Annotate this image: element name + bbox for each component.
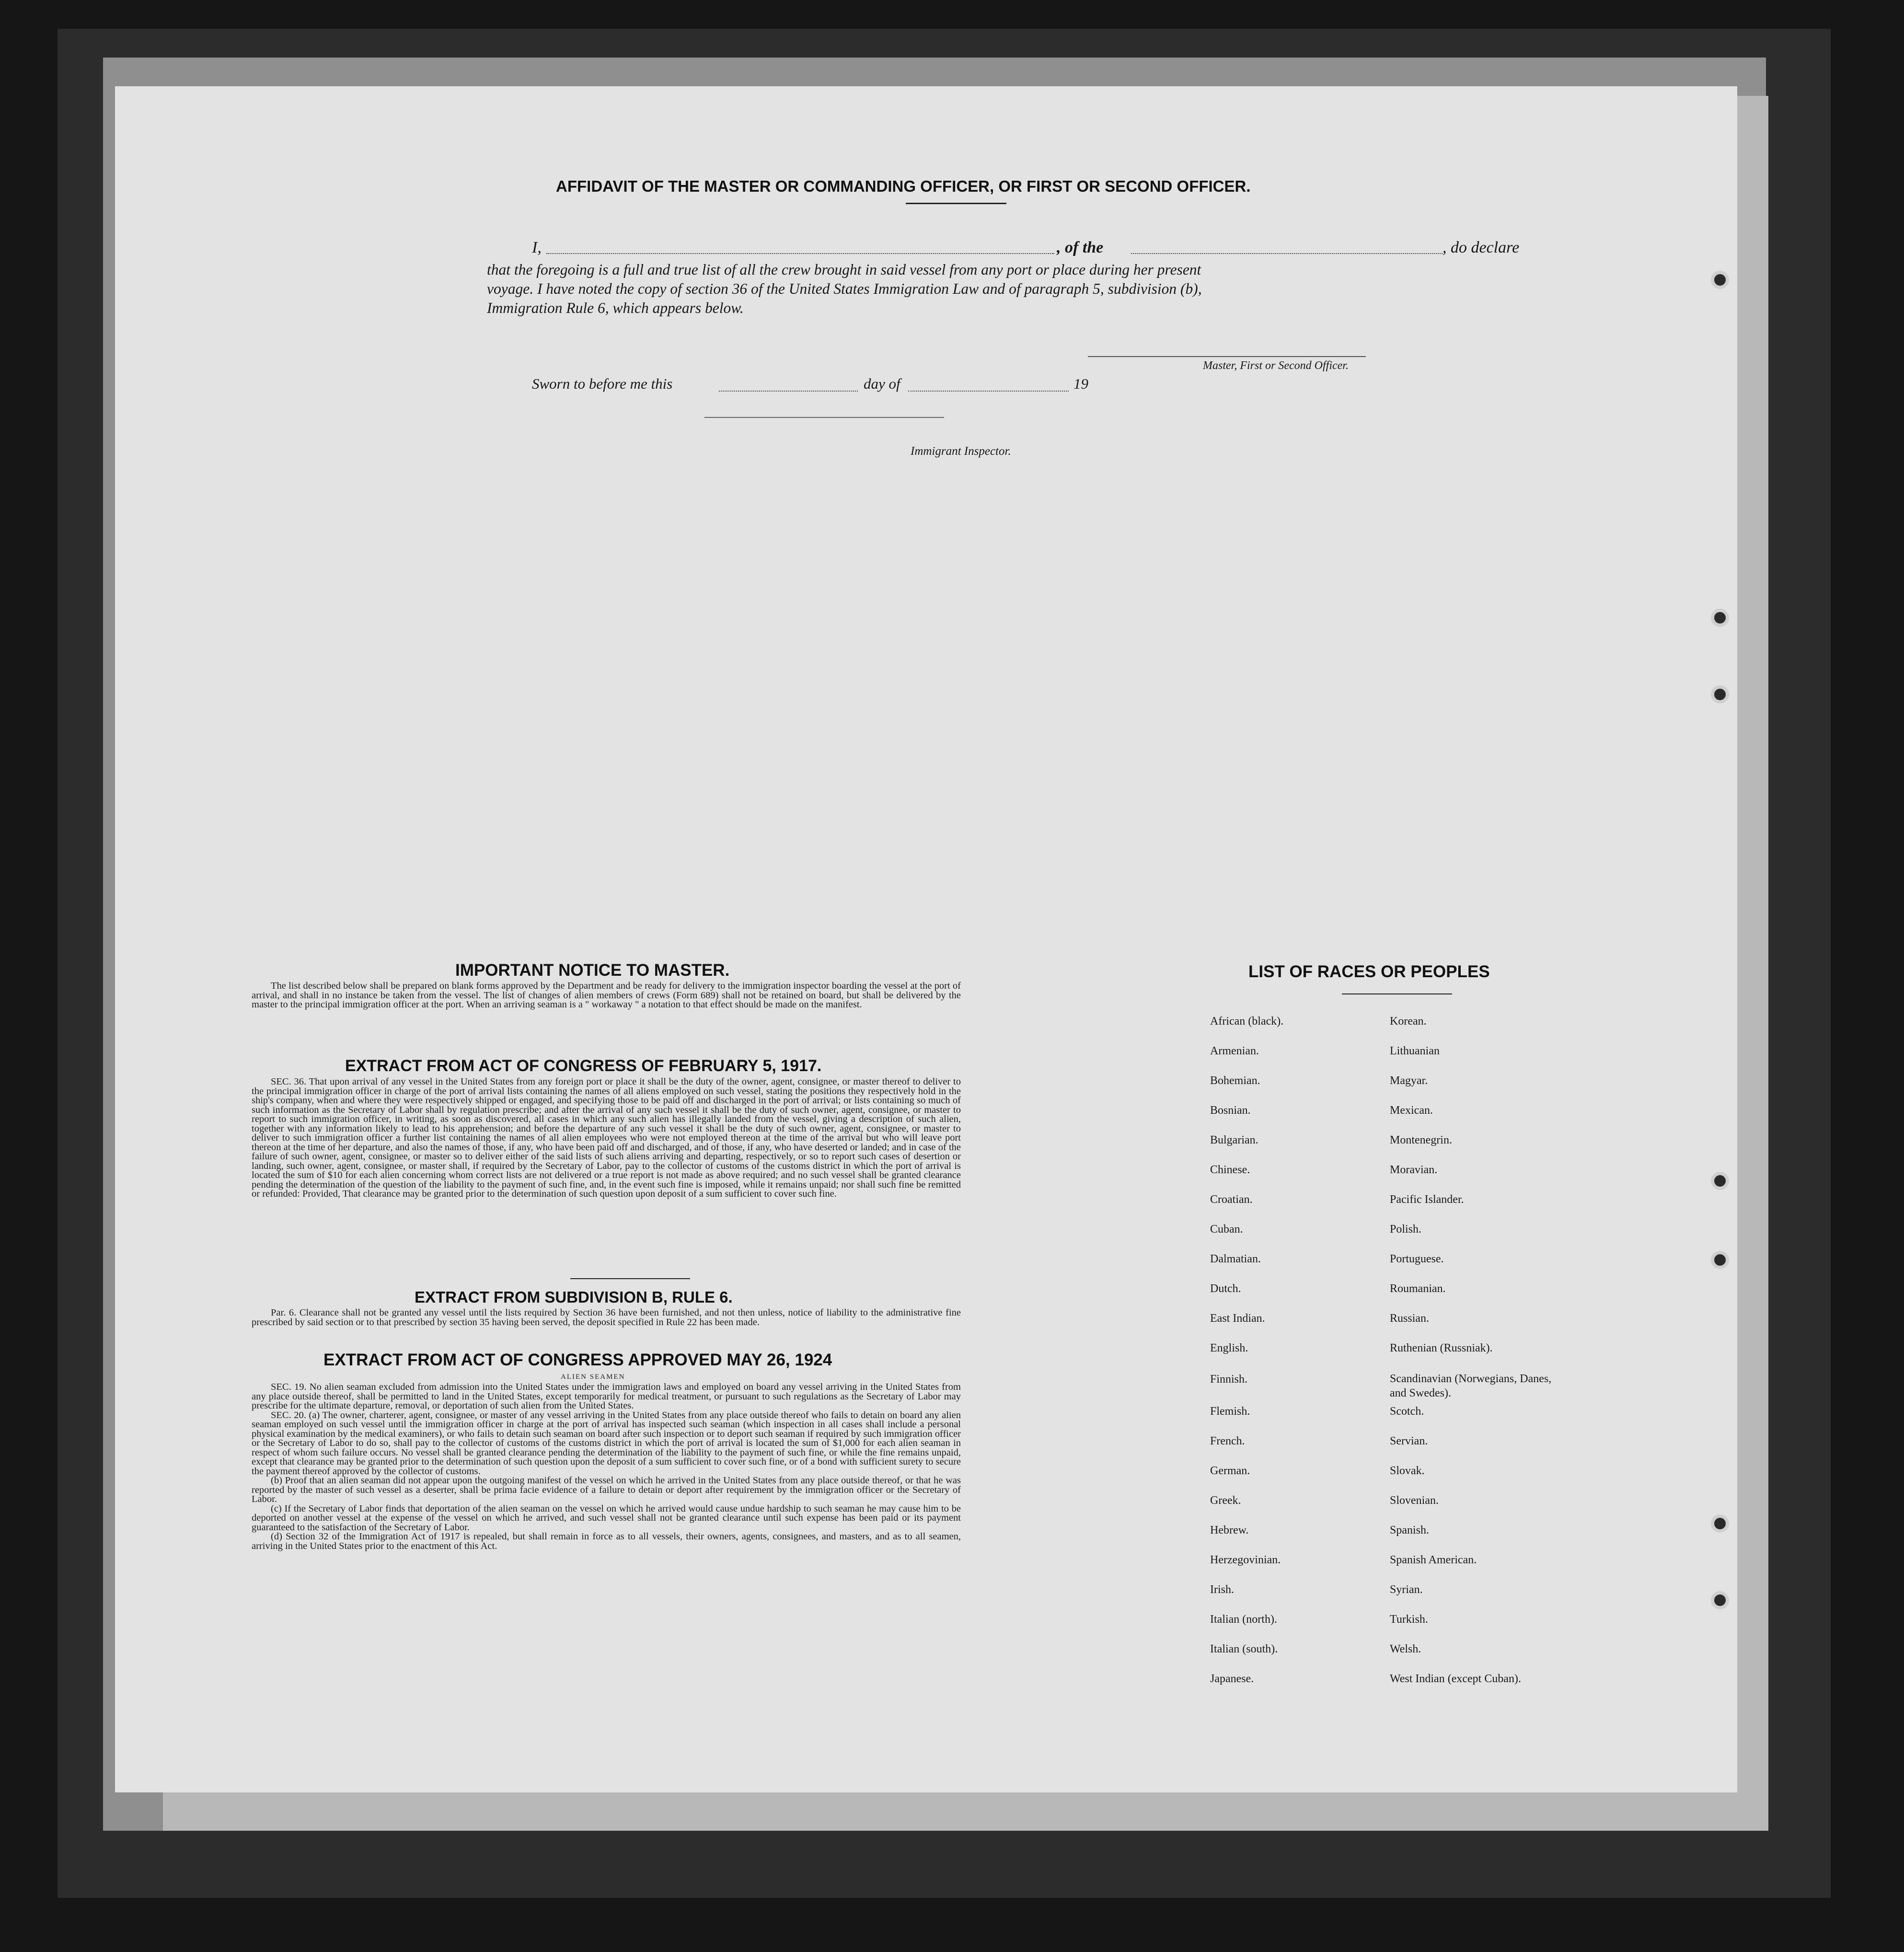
i-label: I,	[532, 239, 542, 256]
race-item: Lithuanian	[1390, 1045, 1440, 1057]
race-item: East Indian.	[1210, 1312, 1265, 1325]
race-item: Dutch.	[1210, 1282, 1241, 1295]
notice-title: IMPORTANT NOTICE TO MASTER.	[455, 961, 730, 980]
race-item: Servian.	[1390, 1435, 1428, 1447]
of-the-label: , of the	[1057, 239, 1104, 256]
race-item: Roumanian.	[1390, 1282, 1446, 1295]
binding-hole	[1711, 1514, 1729, 1533]
do-declare-label: , do declare	[1442, 239, 1520, 256]
race-item: Cuban.	[1210, 1223, 1243, 1236]
sec-20a-paragraph: SEC. 20. (a) The owner, charterer, agent, consignee, or master of any vessel arriving in the United States from any place outside thereof who fails to detain on board any alien seaman employed on such vessel until the immigration officer in charge at the port of arrival has inspected such seaman (which inspection in all cases shall include a personal physical examination by the medical examiners), or who fails to detain such seaman on board after such inspection or to deport such seaman if required by such immigration officer or the Secretary of Labor to do so, shall pay to the collector of customs of the customs district in which the port of arrival is located the sum of $1,000 for each alien seaman in respect of whom such failure occurs. No vessel shall be granted clearance pending the determination of the liability to the payment of such fine, or while the fine remains unpaid, except that clearance may be granted prior to the determination of such question upon the deposit of a sum sufficient to cover such fine, or of a bond with sufficient surety to secure the payment thereof approved by the collector of customs.	[252, 1409, 961, 1477]
extract-rule6-title: EXTRACT FROM SUBDIVISION B, RULE 6.	[415, 1288, 733, 1306]
declaration-line-1: that the foregoing is a full and true list of all the crew brought in said vessel from any port or place during her present	[487, 261, 1201, 278]
par-6-paragraph: Par. 6. Clearance shall not be granted any vessel until the lists required by Section 36 have been furnished, and not then unless, notice of liability to the administrative fine prescribed by said section or to that prescribed by section 35 having been served, the deposit specified in Rule 22 has been made.	[252, 1307, 961, 1328]
inspector-line[interactable]	[704, 417, 944, 418]
sec-20c-paragraph: (c) If the Secretary of Labor finds that deportation of the alien seaman on the vessel on which he arrived would cause undue hardship to such seaman he may cause him to be deported on another vessel at the expense of the vessel on which he arrived, and such vessel shall not be granted clearance until such expense has been paid or its payment guaranteed to the satisfaction of the Secretary of Labor.	[252, 1503, 961, 1533]
notice-paragraph: The list described below shall be prepared on blank forms approved by the Department and be ready for delivery to the immigration inspector boarding the vessel at the port of arrival, and shall in no instance be taken from the vessel. The list of changes of alien members of crews (Form 689) shall not be retained on board, but shall be delivered by the master to the principal immigration officer at the port. When an arriving seaman is a " workaway " a notation to that effect should be made on the manifest.	[252, 981, 961, 1010]
race-item: Moravian.	[1390, 1164, 1438, 1176]
race-item: Montenegrin.	[1390, 1134, 1452, 1146]
race-item: Irish.	[1210, 1583, 1234, 1596]
race-item: Greek.	[1210, 1494, 1241, 1507]
inspector-caption: Immigrant Inspector.	[911, 445, 1011, 458]
race-item: Chinese.	[1210, 1164, 1250, 1176]
race-item: Bohemian.	[1210, 1074, 1260, 1087]
affidavit-title: AFFIDAVIT OF THE MASTER OR COMMANDING OFFICER, OR FIRST OR SECOND OFFICER.	[556, 177, 1251, 195]
race-item: Pacific Islander.	[1390, 1193, 1464, 1206]
race-item: African (black).	[1210, 1015, 1284, 1028]
race-item: Herzegovinian.	[1210, 1554, 1281, 1566]
race-item: Turkish.	[1390, 1613, 1428, 1626]
race-item: West Indian (except Cuban).	[1390, 1673, 1521, 1685]
race-item: Polish.	[1390, 1223, 1422, 1236]
name-blank[interactable]	[546, 253, 1054, 254]
race-item: Mexican.	[1390, 1104, 1433, 1117]
binding-hole	[1711, 1251, 1729, 1269]
race-item: Russian.	[1390, 1312, 1430, 1325]
declaration-line-3: Immigration Rule 6, which appears below.	[487, 300, 744, 316]
race-item: Spanish.	[1390, 1524, 1430, 1536]
races-title-underline	[1342, 993, 1452, 994]
race-item: English.	[1210, 1342, 1248, 1354]
race-item: Korean.	[1390, 1015, 1427, 1028]
race-item: German.	[1210, 1465, 1250, 1477]
race-item: Italian (north).	[1210, 1613, 1277, 1626]
signature-line[interactable]	[1088, 356, 1366, 357]
race-item: Welsh.	[1390, 1643, 1421, 1655]
declaration-line-2: voyage. I have noted the copy of section 36 of the United States Immigration Law and of paragraph 5, subdivision (b),	[487, 280, 1202, 297]
extract-1917-title: EXTRACT FROM ACT OF CONGRESS OF FEBRUARY 5, 1917.	[345, 1057, 822, 1075]
race-item: Magyar.	[1390, 1074, 1428, 1087]
sec-20b-paragraph: (b) Proof that an alien seaman did not appear upon the outgoing manifest of the vessel on which he arrived in the United States from any place outside thereof, or that he was reported by the master of such vessel as a deserter, shall be prima facie evidence of a failure to detain or deport after requirement by the immigration officer or the Secretary of Labor.	[252, 1475, 961, 1504]
binding-hole	[1711, 609, 1729, 627]
race-item: French.	[1210, 1435, 1245, 1447]
binding-hole	[1711, 1172, 1729, 1190]
race-item: Bosnian.	[1210, 1104, 1251, 1117]
sec-19-paragraph: SEC. 19. No alien seaman excluded from admission into the United States under the immigration laws and employed on board any vessel arriving in the United States from any place outside thereof, shall be permitted to land in the United States, except temporarily for medical treatment, or pursuant to such regulations as the Secretary of Labor may prescribe for the ultimate departure, removal, or deportation of such alien from the United States.	[252, 1382, 961, 1411]
race-item: Flemish.	[1210, 1405, 1250, 1418]
race-item: Italian (south).	[1210, 1643, 1278, 1655]
race-item: Scandinavian (Norwegians, Danes, and Swedes).	[1390, 1373, 1552, 1399]
race-item: Portuguese.	[1390, 1253, 1444, 1265]
sworn-label: Sworn to before me this	[532, 375, 673, 392]
bleed-row	[364, 489, 1565, 505]
binding-hole	[1711, 685, 1729, 704]
race-item: Ruthenian (Russniak).	[1390, 1342, 1493, 1354]
sec-20d-paragraph: (d) Section 32 of the Immigration Act of 1917 is repealed, but shall remain in force as to all vessels, their owners, agents, consignees, and masters, and as to all seamen, arriving in the United States prior to the enactment of this Act.	[252, 1531, 961, 1551]
alien-seamen-subtitle: ALIEN SEAMEN	[561, 1373, 625, 1381]
race-item: Scotch.	[1390, 1405, 1424, 1418]
race-item: Syrian.	[1390, 1583, 1423, 1596]
day-of-label: day of	[864, 375, 900, 392]
race-item: Hebrew.	[1210, 1524, 1249, 1536]
notice-text	[252, 982, 961, 1010]
title-underline	[906, 203, 1006, 204]
binding-hole	[1711, 271, 1729, 289]
sworn-day-line[interactable]	[719, 391, 858, 392]
race-item: Slovak.	[1390, 1465, 1425, 1477]
vessel-blank[interactable]	[1131, 253, 1442, 254]
month-blank[interactable]	[908, 391, 1069, 392]
binding-hole	[1711, 1591, 1729, 1609]
race-item: Bulgarian.	[1210, 1134, 1258, 1146]
extract-1924-text	[252, 1383, 961, 1551]
signature-caption: Master, First or Second Officer.	[1203, 359, 1349, 372]
race-item: Dalmatian.	[1210, 1253, 1261, 1265]
race-item: Slovenian.	[1390, 1494, 1439, 1507]
race-item: Spanish American.	[1390, 1554, 1477, 1566]
race-item: Armenian.	[1210, 1045, 1259, 1057]
extract-1924-title: EXTRACT FROM ACT OF CONGRESS APPROVED MAY 26, 1924	[323, 1351, 832, 1369]
year-label: 19	[1073, 375, 1088, 392]
extract-1917-text	[252, 1077, 961, 1199]
section-divider	[570, 1278, 690, 1279]
sec-36-paragraph: SEC. 36. That upon arrival of any vessel in the United States from any foreign port or place it shall be the duty of the owner, agent, consignee, or master thereof to deliver to the principal immigration officer in charge of the port of arrival lists containing the names of all aliens employed on such vessel, stating the positions they respectively hold in the ship's company, when and where they were respectively shipped or engaged, and specifying those to be paid off and discharged in the port of arrival; or lists containing so much of such information as the Secretary of Labor shall by regulation prescribe; and after the arrival of any such vessel it shall be the duty of such owner, agent, consignee, or master to report to such immigration officer, in writing, as soon as discovered, all cases in which any such alien has illegally landed from the vessel, giving a description of such alien, together with any information likely to lead to his apprehension; and before the departure of any such vessel it shall be the duty of such owner, agent, consignee, or master to deliver to such immigration officer a further list containing the names of all alien employees who were not employed thereon at the time of the arrival but who will leave port thereon at the time of her departure, and also the names of those, if any, who have been paid off and discharged, and of those, if any, who have deserted or landed; and in case of the failure of such owner, agent, consignee, or master so to deliver either of the said lists of such aliens arriving and departing, respectively, or so to report such cases of desertion or landing, such owner, agent, consignee, or master shall, if required by the Secretary of Labor, pay to the collector of customs of the customs district in which the port of arrival is located the sum of $10 for each alien concerning whom correct lists are not delivered or a true report is not made as above required; and no such vessel shall be granted clearance pending the determination of the question of the liability to the payment of such fine, and, in the event such fine is imposed, while it remains unpaid; nor shall such fine be remitted or refunded: Provided, That clearance may be granted prior to the determination of such question upon deposit of a sum sufficient to cover such fine.	[252, 1076, 961, 1199]
races-title: LIST OF RACES OR PEOPLES	[1248, 962, 1490, 981]
race-item: Japanese.	[1210, 1673, 1254, 1685]
race-item: Finnish.	[1210, 1373, 1248, 1386]
race-item: Croatian.	[1210, 1193, 1253, 1206]
form-page	[115, 86, 1737, 1792]
extract-rule6-text	[252, 1308, 961, 1327]
